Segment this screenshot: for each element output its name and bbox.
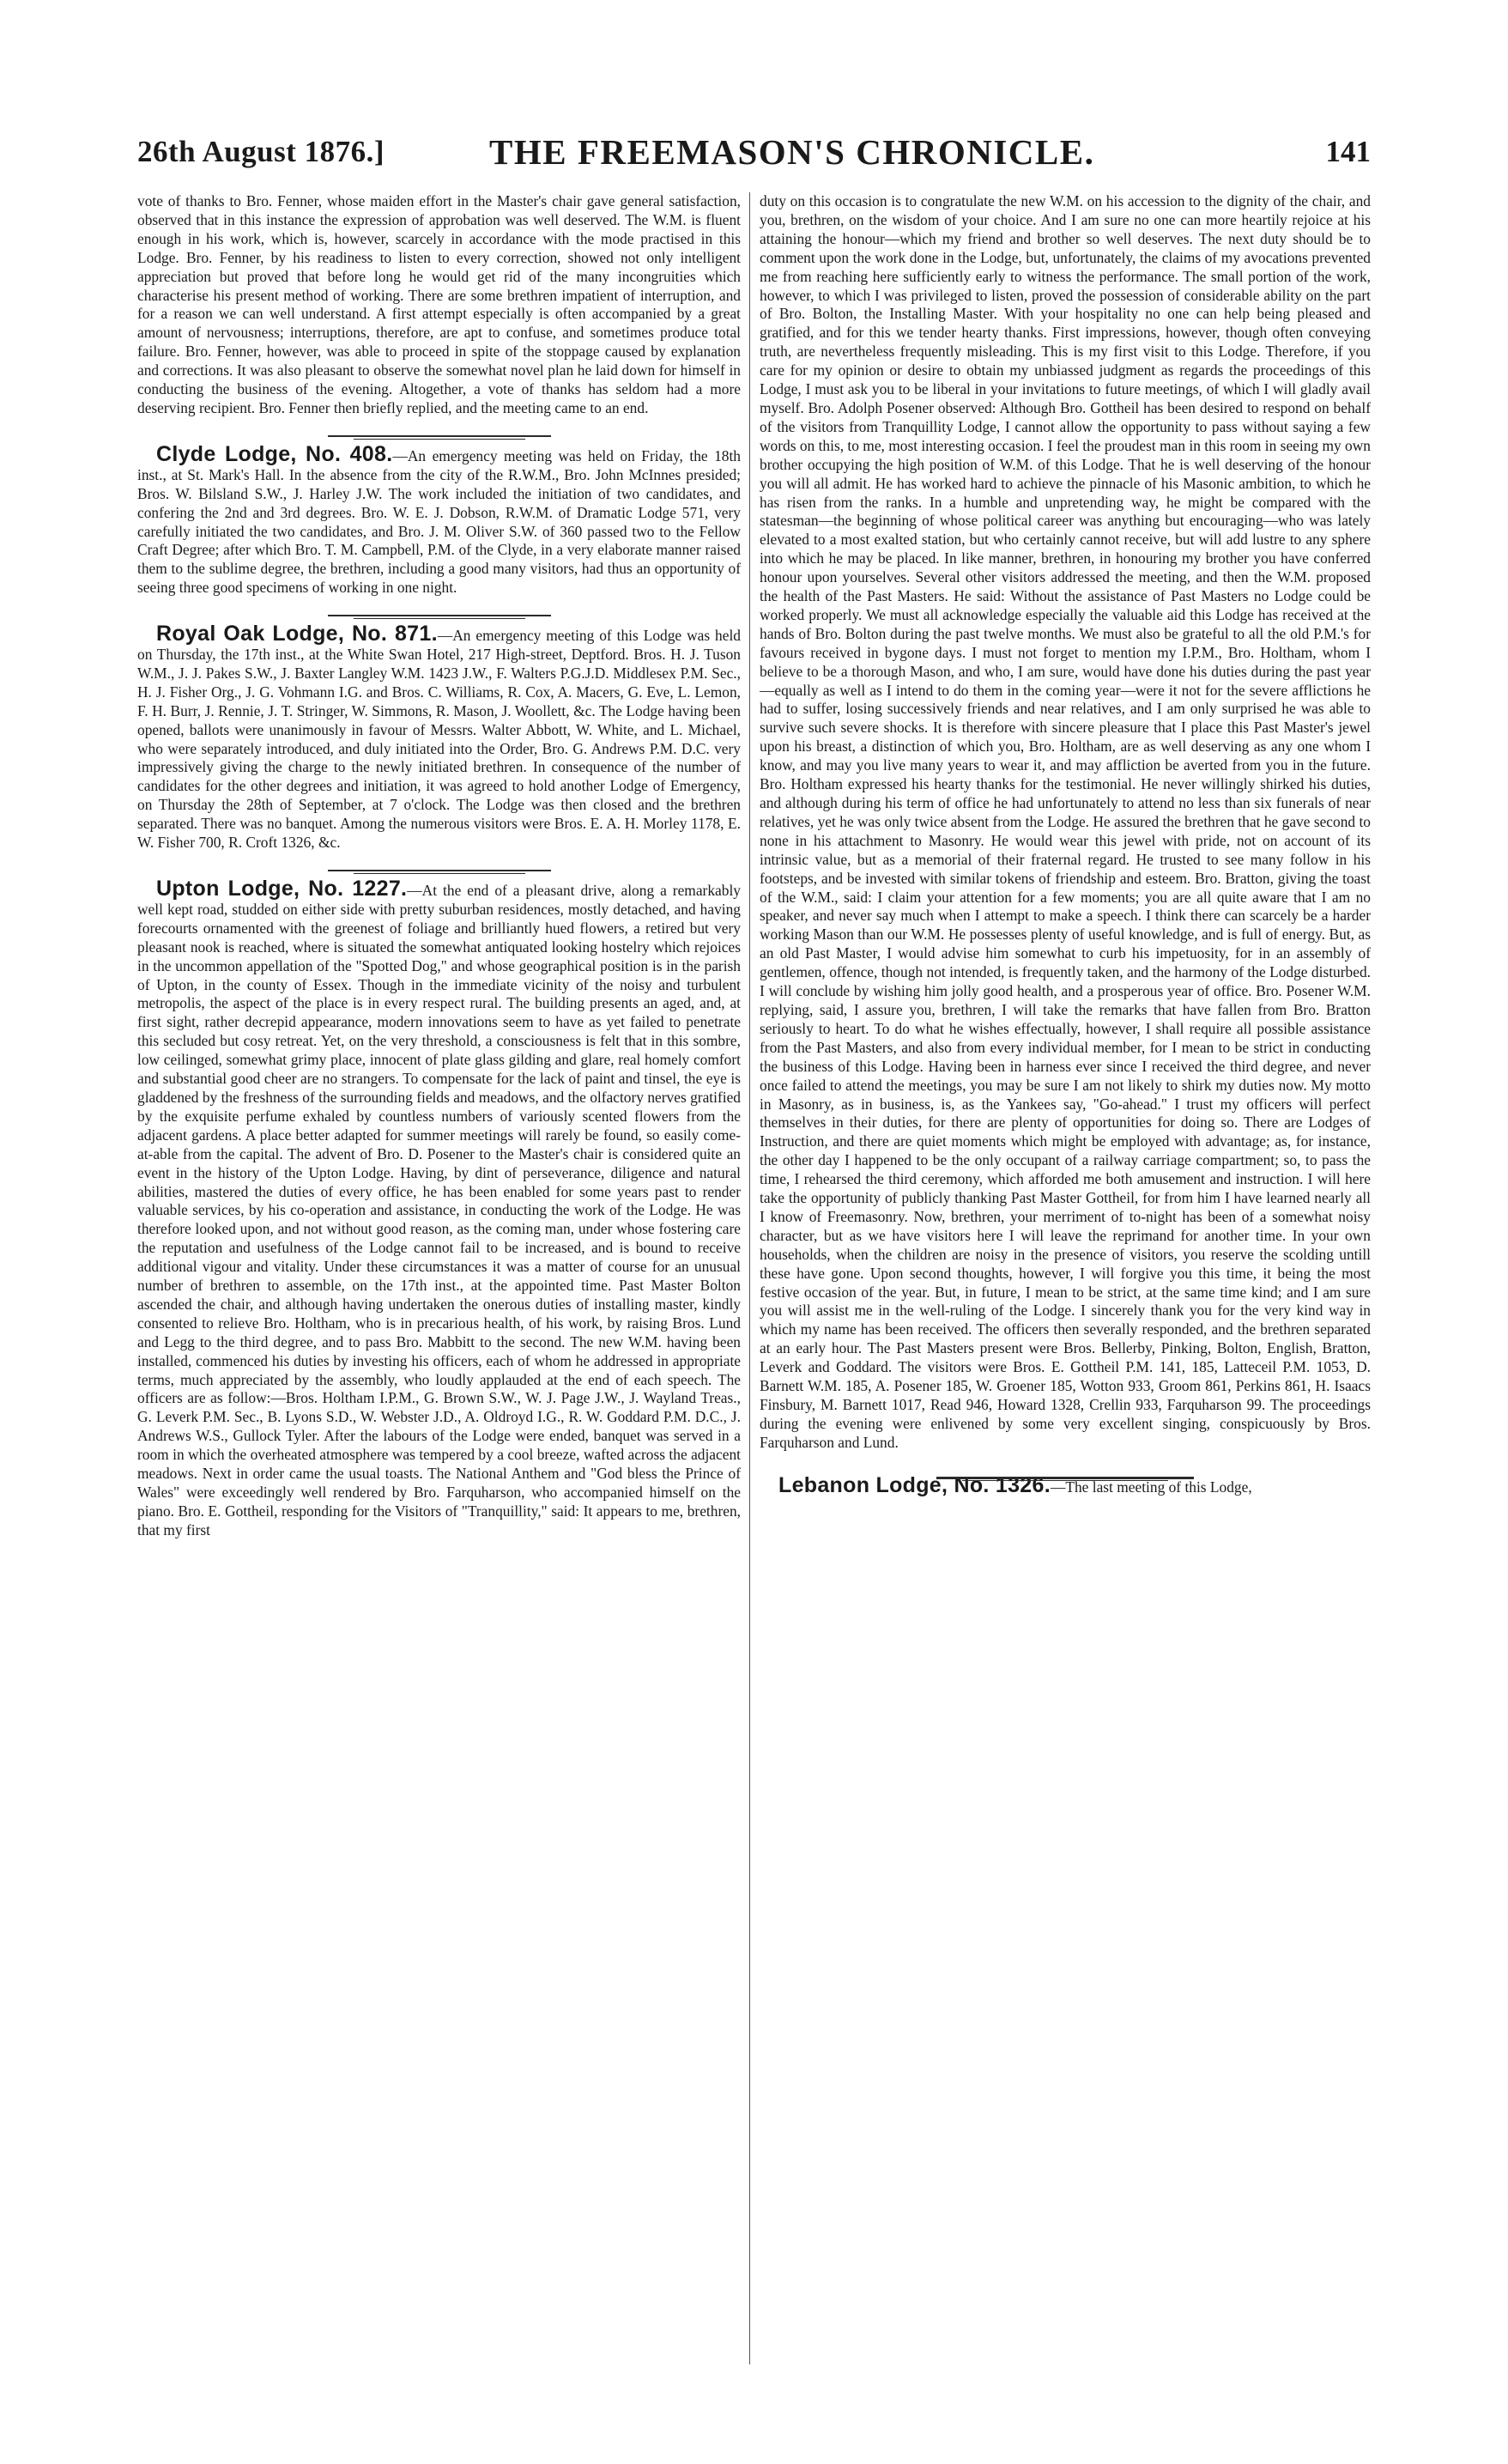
article-heading: Upton Lodge, No. 1227.	[156, 877, 408, 901]
issue-date: 26th August 1876.]	[137, 135, 385, 168]
right-column	[760, 192, 1371, 2373]
article-heading: Clyde Lodge, No. 408.	[156, 441, 393, 466]
article-paragraph	[137, 622, 741, 853]
publication-title: THE FREEMASON'S CHRONICLE.	[489, 132, 1095, 172]
article-paragraph	[137, 877, 741, 1540]
masthead	[137, 129, 1371, 180]
article-heading: Lebanon Lodge, No. 1326.	[778, 1472, 1051, 1497]
article-text: —The last meeting of this Lodge,	[1050, 1478, 1252, 1496]
article-royal-oak-lodge	[137, 622, 741, 853]
left-column	[137, 192, 741, 2364]
article-heading: Royal Oak Lodge, No. 871.	[156, 622, 438, 646]
article-upton-lodge	[137, 877, 741, 1540]
continued-paragraph: duty on this occasion is to congratulate the new W.M. on his accession to the dignity of the chair, and you, brethren, on the wisdom of your choice. And I am sure no one can more heartily rejoice at his attaining the honour—which my friend and brother so well deserves. The next duty should be to comment upon the work done in the Lodge, but, unfortunately, the claims of my avocations prevented me from reaching here sufficiently early to witness the performance. The small portion of the work, however, to which I was privileged to listen, proved the possession of considerable ability on the part of Bro. Bolton, the Installing Master. With your hospitality no one can help being pleased and gratified, and for this we tender hearty thanks. First impressions, however, though often conveying truth, are nevertheless frequently misleading. This is my first visit to this Lodge. Therefore, if you care for my opinion or desire to obtain my unbiassed judgment as regards the proceedings of this Lodge, I must ask you to be liberal in your invitations to future meetings, of which I will gladly avail myself. Bro. Adolph Posener observed: Although Bro. Gottheil has been desired to respond on behalf of the visitors from Tranquillity Lodge, I cannot allow the opportunity to pass without saying a few words on this, to me, most interesting occasion. I feel the proudest man in this room in seeing my own brother occupying the high position of W.M. of this Lodge. That he is well deserving of the honour you will all admit. He has worked hard to achieve the pinnacle of his Masonic ambition, to which he has risen from the ranks. In a humble and unpretending way, he might be compared with the statesman—the beginning of whose political career was anything but encouraging—who was lately elevated to a most exalted station, but who certainly cannot receive, but will add lustre to any sphere into which he may be placed. In like manner, brethren, in honouring my brother you have conferred honour upon yourselves. Several other visitors addressed the meeting, and then the W.M. proposed the health of the Past Masters. He said: Without the assistance of Past Masters no Lodge could be worked properly. We must all acknowledge especially the valuable aid this Lodge has received at the hands of Bro. Bolton during the past twelve months. We must also be grateful to all the old P.M.'s for favours received in bygone days. I must not forget to mention my I.P.M., Bro. Holtham, whom I believe to be a thorough Mason, and who, I am sure, would have done his duties during the past year—equally as well as I intend to do them in the coming year—were it not for the severe afflictions he had to suffer, losing successively friends and near relatives, and I am only surprised he was able to survive such severe shocks. It is therefore with sincere pleasure that I place this Past Master's jewel upon his breast, a distinction of which you, Bro. Holtham, are as well deserving as any one whom I know, and may you live many years to wear it, and may affliction be averted from you in the future. Bro. Holtham expressed his hearty thanks for the testimonial. He never willingly shirked his duties, and although during his term of office he had unfortunately to attend no less than six funerals of near relatives, yet he was only twice absent from the Lodge. He assured the brethren that he gave second to none in his attachment to Masonry. He would wear this jewel with pride, not on account of its intrinsic value, but as a memorial of their fraternal regard. He trusted to see many follow in his footsteps, and be invested with similar tokens of friendship and esteem. Bro. Bratton, giving the toast of the W.M., said: I claim your attention for a few moments; you are all quite aware that I am no speaker, and never say much when I attempt to make a speech. I think there can scarcely be a harder working Mason than our W.M. He possesses plenty of useful knowledge, and is full of energy. But, as an old Past Master, I would advise him somewhat to curb his impetuosity, for in an assembly of gentlemen, offence, though not intended, is frequently taken, and the harmony of the Lodge disturbed. I will conclude by wishing him jolly good health, and a prosperous year of office. Bro. Posener W.M. replying, said, I assure you, brethren, I will take the remarks that have fallen from Bro. Bratton seriously to heart. To do what he wishes effectually, however, I shall require all possible assistance from the Past Masters, and also from every individual member, for I mean to be strict in conducting the business of this Lodge. Having been in harness ever since I received the third degree, and never once failed to attend the meetings, you may be sure I am not likely to shirk my duties now. My motto in Masonry, as in business, is, as the Yankees say, "Go-ahead." I trust my officers will perfect themselves in their duties, for there are plenty of opportunities for doing so. There are Lodges of Instruction, and there are quiet moments which might be employed with advantage; as, for instance, the other day I happened to be the only occupant of a railway carriage compartment; so, to pass the time, I rehearsed the third ceremony, which afforded me both amusement and instruction. I will here take the opportunity of publicly thanking Past Master Gottheil, for from him I have learned nearly all I know of Freemasonry. Now, brethren, your merriment of to-night has been of a somewhat noisy character, but as we have visitors here I will leave the reprimand for another time. In your own households, when the children are noisy in the presence of visitors, you reserve the scolding untill these have gone. Upon second thoughts, however, I will forgive you this time, it being the most festive occasion of the year. But, in future, I mean to be strict, at the same time kind; and I am sure you will assist me in the well-ruling of the Lodge. I sincerely thank you for the very kind way in which my name has been received. The officers then severally responded, and the brethren separated at an early hour. The Past Masters present were Bros. Bellerby, Pinking, Bolton, English, Bratton, Leverk and Goddard. The visitors were Bros. E. Gottheil P.M. 141, 185, Latteceil P.M. 1053, D. Barnett W.M. 185, A. Posener 185, W. Groener 185, Wotton 933, Groom 861, Perkins 861, H. Isaacs Finsbury, M. Barnett 1017, Read 946, Howard 1328, Crellin 933, Farquharson 99. The proceedings during the evening were enlivened by some very excellent singing, conspicuously by Bros. Farquharson and Lund.	[760, 192, 1371, 1451]
article-paragraph	[137, 441, 741, 598]
column-divider	[749, 192, 750, 2364]
page-number: 141	[1325, 135, 1371, 168]
article-clyde-lodge	[137, 441, 741, 598]
article-text: —An emergency meeting was held on Friday, the 18th inst., at St. Mark's Hall. In the absence from the city of the R.W.M., Bro. John McInnes presided; Bros. W. Bilsland S.W., J. Harley J.W. The work included the initiation of two candidates, and confering the 2nd and 3rd degrees. Bro. W. E. J. Dobson, R.W.M. of Dramatic Lodge 571, very carefully initiated the two candidates, and Bro. J. M. Oliver S.W. of 360 passed two to the Fellow Craft Degree; after which Bro. T. M. Campbell, P.M. of the Clyde, in a very elaborate manner raised them to the sublime degree, the brethren, including a good many visitors, had thus an opportunity of seeing three good specimens of working in one night.	[137, 446, 741, 597]
continued-paragraph: vote of thanks to Bro. Fenner, whose maiden effort in the Master's chair gave general satisfaction, observed that in this instance the expression of approbation was well deserved. The W.M. is fluent enough in his work, which is, however, scarcely in accordance with the mode practised in this Lodge. Bro. Fenner, by his readiness to listen to every correction, showed not only intelligent appreciation but proved that before long he would get rid of the many incongruities which characterise his present method of working. There are some brethren impatient of interruption, and for a reason we can well understand. A first attempt especially is often accompanied by a great amount of nervousness; interruptions, therefore, are apt to confuse, and sometimes produce total failure. Bro. Fenner, however, was able to proceed in spite of the stoppage caused by explanation and corrections. It was also pleasant to observe the somewhat novel plan he laid down for himself in conducting the business of the evening. Altogether, a vote of thanks has seldom had a more deserving recipient. Bro. Fenner then briefly replied, and the meeting came to an end.	[137, 192, 741, 416]
article-text: —At the end of a pleasant drive, along a remarkably well kept road, studded on either side with pretty suburban residences, mostly detached, and having forecourts ornamented with the greenest of foliage and brilliantly hued flowers, a retired but very pleasant nook is reached, where is situated the somewhat antiquated looking hostelry which rejoices in the uncommon appellation of the "Spotted Dog," and whose geographical position is in the parish of Upton, in the county of Essex. Though in the immediate vicinity of the noisy and turbulent metropolis, the aspect of the place is in every respect rural. The building presents an aged, and, at first sight, rather decrepid appearance, modern innovations seem to have as yet failed to penetrate this secluded but cosy retreat. Yet, on the very threshold, a consciousness is felt that in this sombre, low ceilinged, somewhat grimy place, innocent of plate glass gilding and glare, real homely comfort and substantial good cheer are no strangers. To compensate for the lack of paint and tinsel, the eye is gladdened by the freshness of the surrounding fields and meadows, and the olfactory nerves gratified by the exquisite perfume exhaled by countless numbers of variously scented flowers from the adjacent gardens. A place better adapted for summer meetings will rarely be found, so easily come-at-able from the capital. The advent of Bro. D. Posener to the Master's chair is considered quite an event in the history of the Upton Lodge. Having, by dint of perseverance, diligence and natural abilities, mastered the duties of every office, he has been enabled for some years past to render valuable services, by his co-operation and assistance, in conducting the work of the Lodge. He was therefore looked upon, and not without good reason, as the coming man, under whose fostering care the reputation and usefulness of the Lodge cannot fail to be increased, and is bound to receive additional vigour and vitality. Under these circumstances it was a matter of course for an unusual number of brethren to assemble, on the 17th inst., at the appointed time. Past Master Bolton ascended the chair, and although having undertaken the onerous duties of installing master, kindly consented to relieve Bro. Holtham, who is in precarious health, of his work, by raising Bros. Lund and Legg to the third degree, and to pass Bro. Mabbitt to the second. The new W.M. having been installed, commenced his duties by investing his officers, each of whom he addressed in appropriate terms, much appreciated by the assembly, who loudly applauded at the end of each speech. The officers are as follow:—Bros. Holtham I.P.M., G. Brown S.W., W. J. Page J.W., J. Wayland Treas., G. Leverk P.M. Sec., B. Lyons S.D., W. Webster J.D., A. Oldroyd I.G., R. W. Goddard P.M. D.C., J. Andrews W.S., Gullock Tyler. After the labours of the Lodge were ended, banquet was served in a room in which the overheated atmosphere was tempered by a cool breeze, wafted across the adjacent meadows. Next in order came the usual toasts. The National Anthem and "God bless the Prince of Wales" were exceedingly well rendered by Bro. Farquharson, who accompanied himself on the piano. Bro. E. Gottheil, responding for the Visitors of "Tranquillity," said: It appears to me, brethren, that my first	[137, 882, 741, 1538]
article-text: —An emergency meeting of this Lodge was held on Thursday, the 17th inst., at the White Swan Hotel, 217 High-street, Deptford. Bros. H. J. Tuson W.M., J. J. Pakes S.W., J. Baxter Langley W.M. 1423 J.W., F. Walters P.G.J.D. Middlesex P.M. Sec., H. J. Fisher Org., J. G. Vohmann I.G. and Bros. C. Williams, R. Cox, A. Macers, G. Eve, L. Lemon, F. H. Burr, J. Rennie, J. T. Stringer, W. Simmons, R. Mason, J. Woollett, &c. The Lodge having been opened, ballots were unanimously in favour of Messrs. Walter Abbott, W. White, and L. Michael, who were separately introduced, and duly initiated into the Order, Bro. G. Andrews P.M. D.C. very impressively giving the charge to the newly initiated brethren. In consequence of the number of candidates for the other degrees and initiation, it was agreed to hold another Lodge of Emergency, on Thursday the 28th of September, at 7 o'clock. The Lodge was then closed and the brethren separated. There was no banquet. Among the numerous visitors were Bros. E. A. H. Morley 1178, E. W. Fisher 700, R. Croft 1326, &c.	[137, 627, 741, 852]
